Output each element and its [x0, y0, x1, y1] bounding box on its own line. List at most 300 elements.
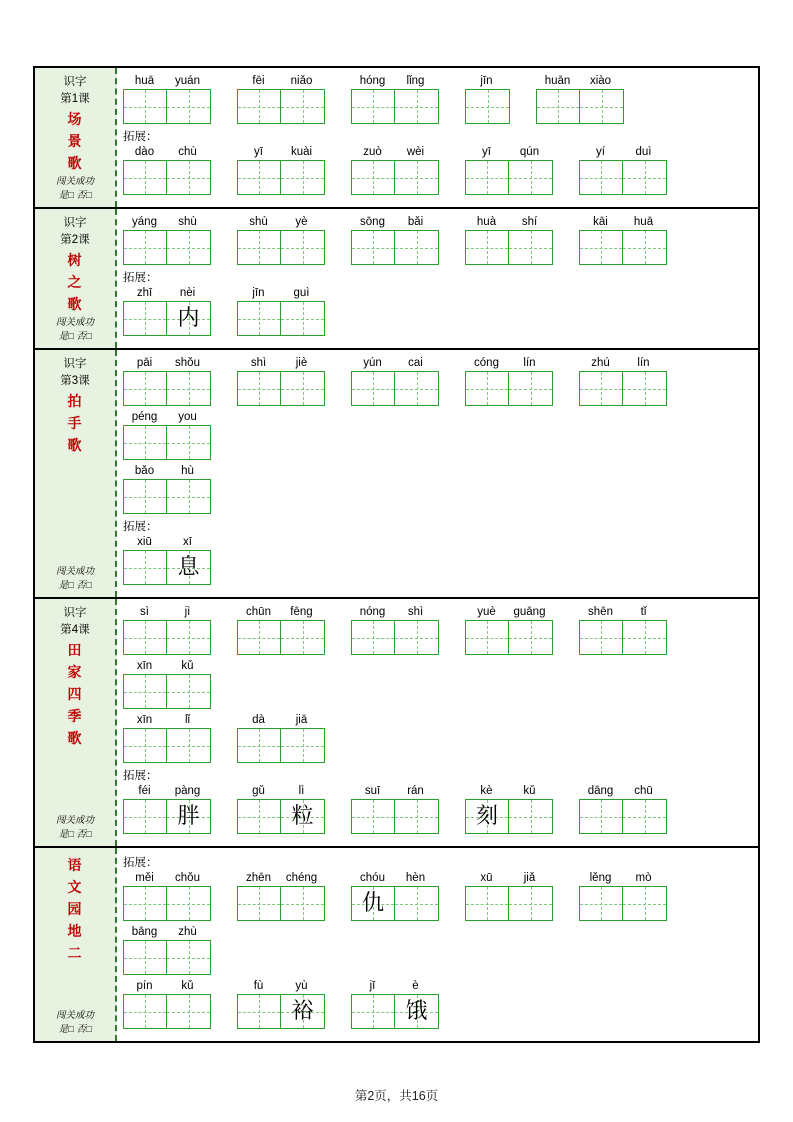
word-item	[351, 605, 439, 655]
lesson-title-char: 之	[67, 274, 83, 290]
word-item	[237, 74, 325, 124]
tianzige-cell[interactable]	[466, 800, 509, 833]
pinyin-syllable: bǎi	[407, 216, 424, 228]
word-item	[465, 784, 553, 834]
word-item	[123, 535, 211, 585]
tianzige-grid[interactable]	[351, 89, 439, 124]
pinyin-syllable: huā	[134, 75, 155, 87]
word-item	[123, 925, 211, 975]
tianzige-cell[interactable]	[281, 302, 324, 335]
tianzige-cell[interactable]	[352, 995, 395, 1028]
tianzige-grid[interactable]	[237, 886, 325, 921]
tianzige-cell[interactable]	[238, 161, 281, 194]
character-glyph: 饿	[405, 998, 428, 1024]
tianzige-cell[interactable]	[167, 90, 210, 123]
pinyin-syllable: hù	[181, 465, 194, 477]
tianzige-cell[interactable]	[238, 887, 281, 920]
tianzige-grid[interactable]	[579, 620, 667, 655]
lesson-title-char: 手	[67, 415, 83, 431]
tianzige-grid[interactable]	[579, 230, 667, 265]
pinyin-syllable: qún	[519, 146, 540, 158]
tianzige-grid[interactable]	[123, 886, 211, 921]
word-item	[237, 145, 325, 195]
tianzige-cell[interactable]	[124, 729, 167, 762]
tianzige-grid[interactable]	[465, 886, 553, 921]
pinyin-row	[237, 871, 325, 886]
tianzige-grid[interactable]	[237, 160, 325, 195]
tianzige-grid[interactable]	[123, 940, 211, 975]
tianzige-cell[interactable]	[466, 90, 509, 123]
tianzige-grid[interactable]	[237, 728, 325, 763]
lesson-title-char: 四	[67, 686, 83, 702]
pinyin-syllable: nèi	[179, 287, 196, 299]
pinyin-row	[351, 74, 439, 89]
tianzige-grid[interactable]	[123, 994, 211, 1029]
tianzige-grid[interactable]	[237, 371, 325, 406]
pinyin-syllable: shǒu	[175, 357, 200, 369]
pinyin-row	[123, 356, 211, 371]
word-item	[123, 356, 211, 406]
tianzige-cell[interactable]	[509, 372, 552, 405]
tianzige-cell[interactable]	[124, 551, 167, 584]
word-item	[123, 410, 211, 460]
pinyin-syllable: yún	[363, 357, 382, 369]
tianzige-grid[interactable]	[351, 160, 439, 195]
pinyin-row	[465, 605, 553, 620]
pinyin-syllable: pāi	[136, 357, 153, 369]
tianzige-cell[interactable]	[281, 90, 324, 123]
word-item	[237, 713, 325, 763]
tianzige-cell[interactable]	[352, 161, 395, 194]
pinyin-syllable: kè	[480, 785, 493, 797]
pinyin-syllable: jì	[184, 606, 191, 618]
tianzige-grid[interactable]	[536, 89, 624, 124]
word-line	[123, 145, 752, 199]
tianzige-cell[interactable]	[238, 302, 281, 335]
pinyin-row	[351, 784, 439, 799]
tianzige-cell[interactable]	[238, 372, 281, 405]
tianzige-cell[interactable]	[466, 621, 509, 654]
pinyin-row	[123, 605, 211, 620]
lesson-title-char: 歌	[67, 155, 83, 171]
word-item	[536, 74, 624, 124]
pinyin-syllable: fēng	[290, 606, 313, 618]
lesson-label-cell	[35, 848, 117, 1041]
tianzige-grid[interactable]	[465, 89, 510, 124]
pass-label: 闯关成功	[55, 176, 94, 187]
tianzige-cell[interactable]	[395, 621, 438, 654]
word-line	[123, 784, 752, 838]
tianzige-cell[interactable]	[580, 231, 623, 264]
word-item	[237, 605, 325, 655]
pinyin-syllable: kǔ	[181, 660, 194, 672]
pinyin-syllable: bǎo	[134, 465, 155, 477]
lesson-head-line: 识字	[63, 76, 87, 88]
lesson-head-line: 第3课	[60, 375, 90, 387]
tianzige-cell[interactable]	[124, 90, 167, 123]
tianzige-cell[interactable]	[124, 426, 167, 459]
tianzige-grid[interactable]	[123, 728, 211, 763]
tianzige-grid[interactable]	[465, 371, 553, 406]
tianzige-grid[interactable]	[579, 371, 667, 406]
tianzige-cell[interactable]	[537, 90, 580, 123]
pinyin-syllable: duì	[635, 146, 652, 158]
pinyin-row	[123, 464, 211, 479]
tianzige-cell[interactable]	[167, 995, 210, 1028]
tianzige-cell[interactable]	[167, 941, 210, 974]
tianzige-cell[interactable]	[395, 231, 438, 264]
lesson-head-line: 第2课	[60, 234, 90, 246]
tianzige-grid[interactable]	[351, 799, 439, 834]
pinyin-syllable: xiào	[589, 75, 612, 87]
tianzige-cell[interactable]	[352, 90, 395, 123]
tianzige-cell[interactable]	[352, 887, 395, 920]
tianzige-grid[interactable]	[123, 230, 211, 265]
pinyin-syllable: xū	[480, 872, 493, 884]
word-item	[123, 659, 211, 709]
tianzige-grid[interactable]	[465, 620, 553, 655]
tianzige-cell[interactable]	[238, 995, 281, 1028]
tianzige-cell[interactable]	[580, 372, 623, 405]
word-item	[579, 784, 667, 834]
tianzige-cell[interactable]	[395, 995, 438, 1028]
pinyin-syllable: you	[178, 411, 197, 423]
pass-checkbox-label[interactable]: 是□ 否□	[58, 1024, 92, 1035]
word-item	[123, 145, 211, 195]
tianzige-cell[interactable]	[466, 231, 509, 264]
pinyin-row	[123, 659, 211, 674]
extend-label: 拓展：	[123, 521, 158, 533]
word-item	[579, 605, 667, 655]
word-line	[123, 356, 752, 464]
pinyin-row	[237, 356, 325, 371]
pass-checkbox-label[interactable]: 是□ 否□	[58, 829, 92, 840]
tianzige-cell[interactable]	[281, 621, 324, 654]
pinyin-syllable: fēi	[252, 75, 265, 87]
lesson-label-cell	[35, 350, 117, 597]
pinyin-row	[237, 74, 325, 89]
tianzige-grid[interactable]	[123, 160, 211, 195]
tianzige-cell[interactable]	[167, 480, 210, 513]
tianzige-cell[interactable]	[167, 887, 210, 920]
tianzige-grid[interactable]	[123, 674, 211, 709]
tianzige-grid[interactable]	[123, 479, 211, 514]
lesson-title-char: 语	[67, 857, 83, 873]
tianzige-grid[interactable]	[465, 160, 553, 195]
word-line	[123, 979, 752, 1033]
tianzige-cell[interactable]	[466, 372, 509, 405]
tianzige-cell[interactable]	[580, 621, 623, 654]
tianzige-cell[interactable]	[623, 621, 666, 654]
page-footer: 第2页，共16页	[354, 1089, 439, 1103]
pinyin-syllable: lǐng	[406, 75, 425, 87]
pinyin-row	[579, 871, 667, 886]
pinyin-syllable: shí	[521, 216, 538, 228]
tianzige-grid[interactable]	[579, 886, 667, 921]
extend-label: 拓展：	[123, 131, 158, 143]
pinyin-syllable: suī	[364, 785, 381, 797]
word-line	[123, 535, 752, 589]
word-item	[579, 871, 667, 921]
word-item	[351, 871, 439, 921]
tianzige-cell[interactable]	[238, 800, 281, 833]
tianzige-cell[interactable]	[509, 621, 552, 654]
tianzige-cell[interactable]	[167, 675, 210, 708]
pinyin-row	[351, 871, 439, 886]
pinyin-syllable: jīn	[252, 287, 265, 299]
tianzige-grid[interactable]	[123, 620, 211, 655]
tianzige-cell[interactable]	[395, 800, 438, 833]
word-item	[237, 215, 325, 265]
tianzige-cell[interactable]	[124, 161, 167, 194]
tianzige-cell[interactable]	[124, 995, 167, 1028]
pinyin-syllable: chóu	[360, 872, 385, 884]
pinyin-row	[237, 605, 325, 620]
pinyin-row	[579, 356, 667, 371]
lesson-title-char: 家	[67, 664, 83, 680]
pinyin-row	[123, 871, 211, 886]
tianzige-cell[interactable]	[509, 800, 552, 833]
tianzige-grid[interactable]	[123, 550, 211, 585]
tianzige-cell[interactable]	[509, 231, 552, 264]
tianzige-grid[interactable]	[237, 89, 325, 124]
word-item	[579, 356, 667, 406]
lesson-head-line: 识字	[63, 217, 87, 229]
pinyin-row	[465, 215, 553, 230]
tianzige-cell[interactable]	[167, 161, 210, 194]
tianzige-grid[interactable]	[237, 301, 325, 336]
tianzige-grid[interactable]	[351, 994, 439, 1029]
tianzige-cell[interactable]	[167, 231, 210, 264]
extend-label: 拓展：	[123, 770, 158, 782]
tianzige-grid[interactable]	[351, 230, 439, 265]
tianzige-cell[interactable]	[124, 372, 167, 405]
pinyin-syllable: zhú	[591, 357, 610, 369]
tianzige-cell[interactable]	[509, 887, 552, 920]
lesson-label-cell	[35, 599, 117, 846]
tianzige-cell[interactable]	[623, 800, 666, 833]
character-glyph: 仇	[361, 890, 384, 916]
tianzige-cell[interactable]	[580, 887, 623, 920]
tianzige-grid[interactable]	[237, 620, 325, 655]
pinyin-syllable: hóng	[359, 75, 386, 87]
pinyin-row	[123, 925, 211, 940]
pinyin-row	[237, 784, 325, 799]
tianzige-grid[interactable]	[123, 799, 211, 834]
pinyin-row	[123, 145, 211, 160]
tianzige-cell[interactable]	[238, 621, 281, 654]
pinyin-syllable: lín	[637, 357, 650, 369]
tianzige-grid[interactable]	[237, 230, 325, 265]
tianzige-grid[interactable]	[123, 425, 211, 460]
lesson-head-line: 第4课	[60, 624, 90, 636]
pinyin-syllable: sōng	[360, 216, 385, 228]
pinyin-syllable: xīn	[136, 714, 153, 726]
lesson-title-char: 树	[67, 252, 83, 268]
tianzige-cell[interactable]	[623, 887, 666, 920]
pinyin-syllable: fù	[253, 980, 264, 992]
word-item	[351, 356, 439, 406]
lesson-title-char: 歌	[67, 437, 83, 453]
tianzige-cell[interactable]	[167, 302, 210, 335]
word-line	[123, 74, 752, 128]
tianzige-cell[interactable]	[167, 372, 210, 405]
word-item	[465, 74, 510, 124]
word-item	[123, 713, 211, 763]
tianzige-cell[interactable]	[238, 90, 281, 123]
tianzige-grid[interactable]	[351, 371, 439, 406]
lesson-title-char: 拍	[67, 393, 83, 409]
tianzige-cell[interactable]	[395, 372, 438, 405]
lesson-title-char: 景	[67, 133, 83, 149]
pinyin-syllable: kǔ	[523, 785, 536, 797]
tianzige-cell[interactable]	[352, 372, 395, 405]
lesson-content-cell	[117, 209, 758, 348]
tianzige-cell[interactable]	[167, 426, 210, 459]
pinyin-syllable: chūn	[246, 606, 271, 618]
tianzige-cell[interactable]	[124, 800, 167, 833]
lesson-row	[35, 68, 758, 209]
pass-checkbox-label[interactable]: 是□ 否□	[58, 331, 92, 342]
pinyin-row	[351, 979, 439, 994]
tianzige-cell[interactable]	[124, 480, 167, 513]
pinyin-syllable: yáng	[132, 216, 157, 228]
pinyin-syllable: cai	[408, 357, 423, 369]
pinyin-syllable: xī	[183, 536, 192, 548]
tianzige-cell[interactable]	[167, 621, 210, 654]
tianzige-cell[interactable]	[281, 372, 324, 405]
tianzige-cell[interactable]	[623, 231, 666, 264]
word-line	[123, 464, 752, 518]
pinyin-syllable: huān	[544, 75, 571, 87]
tianzige-cell[interactable]	[281, 729, 324, 762]
pinyin-syllable: shù	[178, 216, 197, 228]
tianzige-grid[interactable]	[123, 301, 211, 336]
tianzige-cell[interactable]	[124, 941, 167, 974]
tianzige-grid[interactable]	[123, 371, 211, 406]
tianzige-cell[interactable]	[466, 161, 509, 194]
tianzige-cell[interactable]	[238, 231, 281, 264]
tianzige-grid[interactable]	[237, 799, 325, 834]
lesson-title-char: 场	[67, 111, 83, 127]
tianzige-cell[interactable]	[124, 302, 167, 335]
pinyin-row	[579, 605, 667, 620]
character-glyph: 息	[177, 554, 200, 580]
pinyin-row	[351, 215, 439, 230]
character-glyph: 裕	[291, 998, 314, 1024]
pass-label: 闯关成功	[55, 317, 94, 328]
tianzige-cell[interactable]	[167, 729, 210, 762]
tianzige-cell[interactable]	[509, 161, 552, 194]
word-item	[237, 979, 325, 1029]
word-item	[237, 784, 325, 834]
pinyin-syllable: jī	[369, 980, 376, 992]
pinyin-row	[579, 145, 667, 160]
tianzige-grid[interactable]	[237, 994, 325, 1029]
word-item	[123, 215, 211, 265]
pinyin-syllable: guì	[293, 287, 310, 299]
pinyin-syllable: è	[412, 980, 419, 992]
pinyin-syllable: xiū	[137, 536, 152, 548]
tianzige-cell[interactable]	[281, 995, 324, 1028]
pinyin-syllable: jiā	[295, 714, 308, 726]
pinyin-syllable: kǔ	[181, 980, 194, 992]
pinyin-syllable: chǒu	[175, 872, 200, 884]
pinyin-syllable: chéng	[285, 872, 318, 884]
pinyin-syllable: zuò	[363, 146, 382, 158]
lesson-title-char: 季	[67, 708, 83, 724]
tianzige-cell[interactable]	[352, 621, 395, 654]
word-item	[465, 605, 553, 655]
pinyin-row	[123, 410, 211, 425]
pinyin-row	[237, 145, 325, 160]
tianzige-cell[interactable]	[623, 161, 666, 194]
pass-checkbox-label[interactable]: 是□ 否□	[58, 190, 92, 201]
tianzige-cell[interactable]	[623, 372, 666, 405]
tianzige-cell[interactable]	[352, 800, 395, 833]
word-item	[123, 74, 211, 124]
pass-label: 闯关成功	[55, 566, 94, 577]
pinyin-syllable: měi	[135, 872, 154, 884]
tianzige-cell[interactable]	[580, 90, 623, 123]
tianzige-cell[interactable]	[167, 551, 210, 584]
tianzige-grid[interactable]	[579, 160, 667, 195]
pinyin-row	[579, 215, 667, 230]
word-item	[351, 145, 439, 195]
pinyin-row	[123, 979, 211, 994]
tianzige-cell[interactable]	[167, 800, 210, 833]
tianzige-grid[interactable]	[351, 620, 439, 655]
pinyin-row	[123, 535, 211, 550]
tianzige-cell[interactable]	[124, 231, 167, 264]
tianzige-grid[interactable]	[465, 799, 553, 834]
tianzige-cell[interactable]	[281, 231, 324, 264]
pinyin-syllable: pàng	[174, 785, 201, 797]
tianzige-cell[interactable]	[466, 887, 509, 920]
tianzige-grid[interactable]	[123, 89, 211, 124]
pinyin-syllable: lì	[298, 785, 305, 797]
pinyin-row	[465, 784, 553, 799]
pass-label: 闯关成功	[55, 815, 94, 826]
tianzige-cell[interactable]	[238, 729, 281, 762]
tianzige-cell[interactable]	[580, 800, 623, 833]
pinyin-syllable: yī	[482, 146, 491, 158]
tianzige-grid[interactable]	[465, 230, 553, 265]
lesson-label-cell	[35, 68, 117, 207]
pinyin-syllable: cóng	[474, 357, 499, 369]
tianzige-cell[interactable]	[281, 887, 324, 920]
tianzige-cell[interactable]	[580, 161, 623, 194]
tianzige-cell[interactable]	[395, 90, 438, 123]
pinyin-row	[465, 871, 553, 886]
tianzige-cell[interactable]	[281, 161, 324, 194]
word-item	[465, 145, 553, 195]
word-item	[351, 784, 439, 834]
pass-checkbox-label[interactable]: 是□ 否□	[58, 580, 92, 591]
tianzige-cell[interactable]	[124, 887, 167, 920]
tianzige-cell[interactable]	[124, 675, 167, 708]
tianzige-cell[interactable]	[395, 887, 438, 920]
tianzige-grid[interactable]	[579, 799, 667, 834]
tianzige-cell[interactable]	[395, 161, 438, 194]
lesson-row	[35, 350, 758, 599]
tianzige-cell[interactable]	[281, 800, 324, 833]
lesson-label-cell	[35, 209, 117, 348]
tianzige-cell[interactable]	[124, 621, 167, 654]
tianzige-grid[interactable]	[351, 886, 439, 921]
tianzige-cell[interactable]	[352, 231, 395, 264]
lesson-row	[35, 209, 758, 350]
